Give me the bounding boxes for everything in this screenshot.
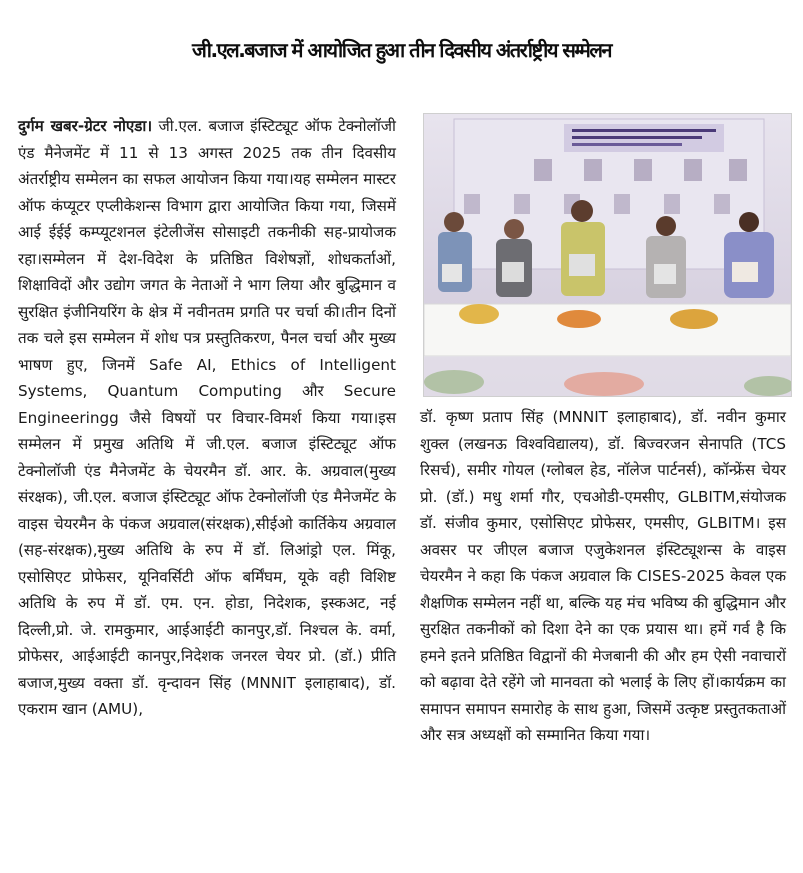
article-column-left	[18, 113, 396, 723]
article-body-left: जी.एल. बजाज इंस्टिट्यूट ऑफ टेक्नोलॉजी एंड मैनेजमेंट में 11 से 13 अगस्त 2025 तक तीन दिवसीय अंतर्राष्ट्रीय सम्मेलन का सफल आयोजन किया गया।यह सम्मेलन मास्टर ऑफ कंप्यूटर एप्लीकेशन्स विभाग द्वारा आयोजित किया गया, जिसमें आई ईईई कम्प्यूटशनल इंटेलीजेंस सोसाइटी तकनीकी सह-प्रायोजक रहा।सम्मेलन में देश-विदेश के प्रतिष्ठित विशेषज्ञों, शोधकर्ताओं, शिक्षाविदों और उद्योग जगत के नेताओं ने भाग लिया और बुद्धिमान व सुरक्षित इंजीनियरिंग के क्षेत्र में नवीनतम प्रगति पर चर्चा की।तीन दिनों तक चले इस सम्मेलन में शोध पत्र प्रस्तुतिकरण, पैनल चर्चा और मुख्य भाषण हुए, जिनमें Safe AI, Ethics of Intelligent Systems, Quantum Computing और Secure Engineeringg जैसे विषयों पर विचार-विमर्श किया गया।इस सम्मेलन में प्रमुख अतिथि में जी.एल. बजाज इंस्टिट्यूट ऑफ टेक्नोलॉजी एंड मैनेजमेंट के चेयरमैन डॉ. आर. के. अग्रवाल(मुख्य संरक्षक), जी.एल. बजाज इंस्टिट्यूट ऑफ टेक्नोलॉजी एंड मैनेजमेंट के वाइस चेयरमैन के पंकज अग्रवाल(संरक्षक),सीईओ कार्तिकेय अग्रवाल (सह-संरक्षक),मुख्य अतिथि के रुप में डॉ. लिआंड्रो एल. मिंकू, एसोसिएट प्रोफेसर, यूनिवर्सिटी ऑफ बर्मिंघम, यूके वही विशिष्ट अतिथि के रुप में डॉ. एम. एन. होडा, निदेशक, इस्कअट, नई दिल्ली,प्रो. जे. रामकुमार, आईआईटी कानपुर,डॉ. निश्चल के. वर्मा, प्रोफेसर, आईआईटी कानपुर,निदेशक जनरल चेयर प्रो. (डॉ.) प्रीति बजाज,मुख्य वक्ता डॉ. वृन्दावन सिंह (MNNIT इलाहाबाद), डॉ. एकराम खान (AMU),	[18, 117, 396, 718]
dateline: दुर्गम खबर-ग्रेटर नोएडा।	[18, 117, 153, 135]
event-photo	[423, 113, 792, 397]
headline: जी.एल.बजाज में आयोजित हुआ तीन दिवसीय अंतर्राष्ट्रीय सम्मेलन	[191, 38, 612, 62]
article-column-right: डॉ. कृष्ण प्रताप सिंह (MNNIT इलाहाबाद), डॉ. नवीन कुमार शुक्ल (लखनऊ विश्वविद्यालय), डॉ. बिज्वरजन सेनापति (TCS रिसर्च), समीर गोयल (ग्लोबल हेड, नॉलेज पार्टनर्स), कॉन्फ्रेंस चेयर प्रो. (डॉ.) मधु शर्मा गौर, एचओडी-एमसीए, GLBITM,संयोजक डॉ. संजीव कुमार, एसोसिएट प्रोफेसर, एमसीए, GLBITM। इस अवसर पर जीएल बजाज एजुकेशनल इंस्टिट्यूशन्स के वाइस चेयरमैन ने कहा कि पंकज अग्रवाल कि CISES-2025 केवल एक शैक्षणिक सम्मेलन नहीं था, बल्कि यह मंच भविष्य की बुद्धिमान और सुरक्षित तकनीकों को दिशा देने का एक प्रयास था। हमें गर्व है कि हमने इतने प्रतिष्ठित विद्वानों की मेजबानी की और हम ऐसी नवाचारों को बढ़ावा देते रहेंगे जो मानवता को भलाई के लिए हों।कार्यक्रम का समापन समापन समारोह के साथ हुआ, जिसमें उत्कृष्ट प्रस्तुतकताओं और सत्र अध्यक्षों को सम्मानित किया गया।	[420, 408, 786, 744]
event-photo-illustration	[424, 114, 791, 396]
